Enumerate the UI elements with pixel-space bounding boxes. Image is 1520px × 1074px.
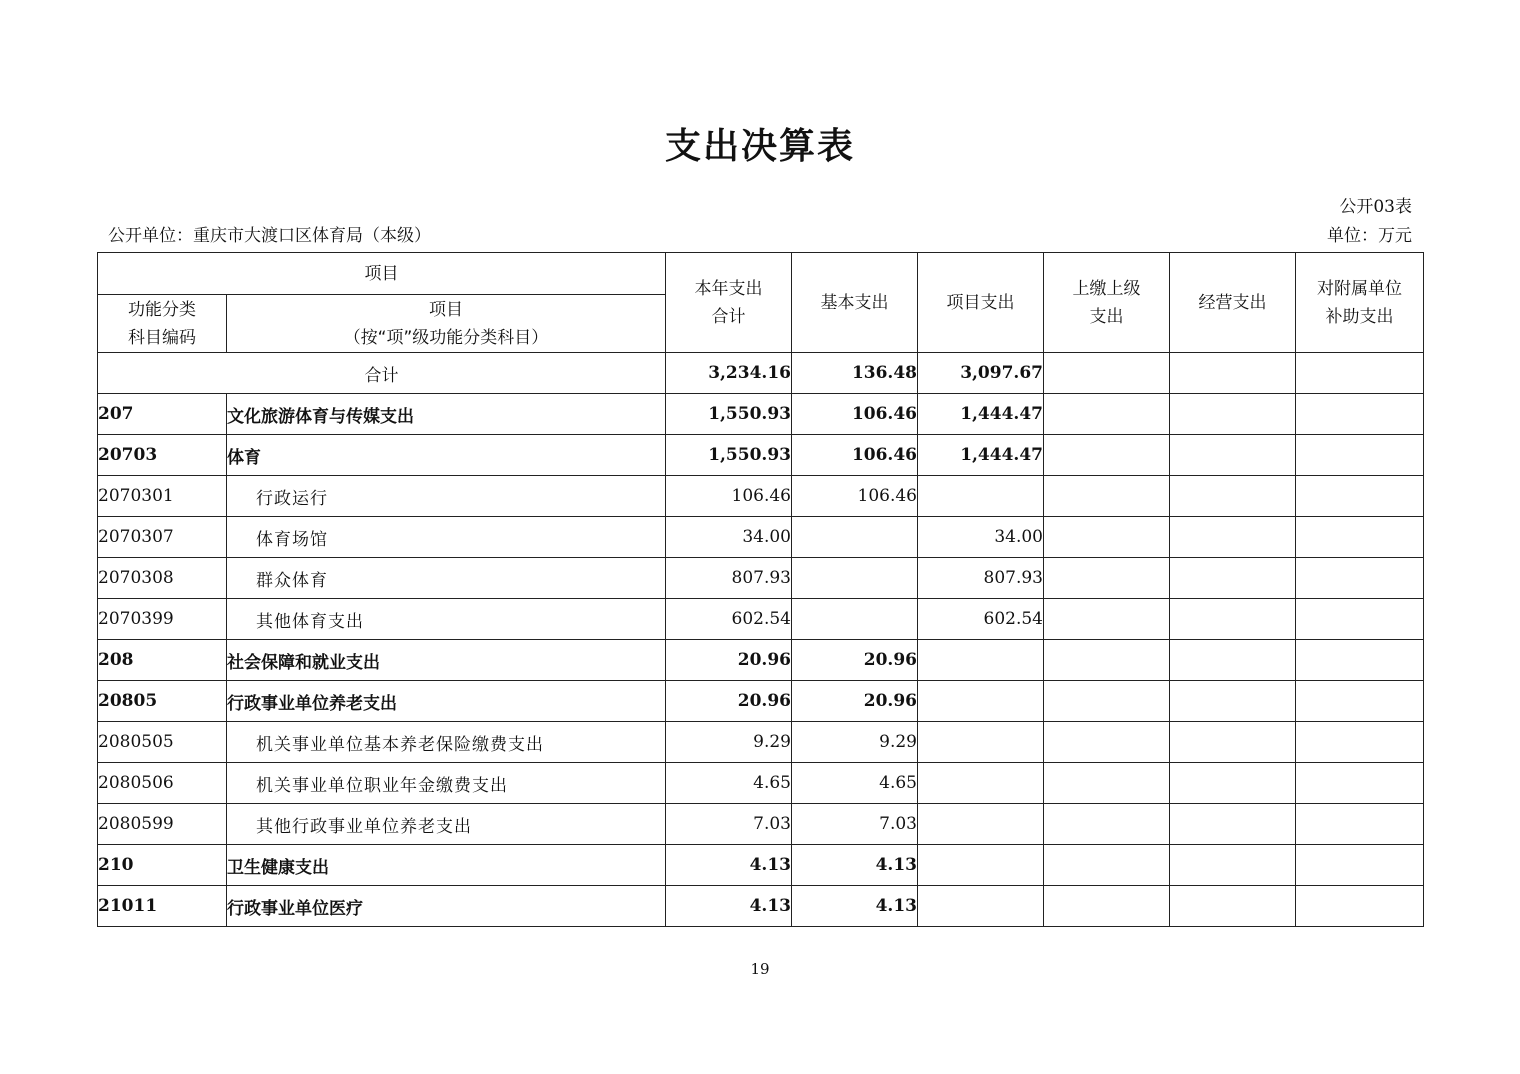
row-name: 机关事业单位基本养老保险缴费支出 [227,722,666,763]
row-subsidy [1296,722,1424,763]
row-code: 2080505 [98,722,227,763]
row-code: 2070307 [98,517,227,558]
header-basic: 基本支出 [792,253,918,353]
row-name: 群众体育 [227,558,666,599]
currency-unit: 单位：万元 [1327,226,1412,246]
row-basic: 9.29 [792,722,918,763]
total-business [1170,353,1296,394]
row-total: 20.96 [666,640,792,681]
row-basic: 7.03 [792,804,918,845]
row-code: 21011 [98,886,227,927]
row-business [1170,476,1296,517]
row-upper [1044,722,1170,763]
form-number: 公开03表 [1339,197,1412,217]
header-business: 经营支出 [1170,253,1296,353]
header-upper: 上缴上级 支出 [1044,253,1170,353]
row-subsidy [1296,599,1424,640]
row-total: 1,550.93 [666,394,792,435]
header-project-expense: 项目支出 [918,253,1044,353]
table-row [98,845,1424,886]
reporting-unit: 公开单位：重庆市大渡口区体育局（本级） [108,226,431,246]
row-project: 807.93 [918,558,1044,599]
row-project [918,640,1044,681]
row-upper [1044,394,1170,435]
row-upper [1044,763,1170,804]
header-subsidy: 对附属单位 补助支出 [1296,253,1424,353]
row-code: 207 [98,394,227,435]
row-name: 卫生健康支出 [227,845,666,886]
row-code: 20805 [98,681,227,722]
row-project [918,763,1044,804]
row-basic: 4.13 [792,845,918,886]
row-business [1170,845,1296,886]
row-business [1170,886,1296,927]
row-name: 行政运行 [227,476,666,517]
row-business [1170,640,1296,681]
row-code: 20703 [98,435,227,476]
row-basic: 106.46 [792,435,918,476]
row-total: 106.46 [666,476,792,517]
row-project [918,681,1044,722]
total-label: 合计 [98,353,666,394]
row-upper [1044,845,1170,886]
row-total: 20.96 [666,681,792,722]
row-subsidy [1296,476,1424,517]
row-total: 1,550.93 [666,435,792,476]
row-business [1170,394,1296,435]
row-total: 34.00 [666,517,792,558]
row-upper [1044,804,1170,845]
row-subsidy [1296,640,1424,681]
table-row [98,681,1424,722]
row-subsidy [1296,845,1424,886]
table-row [98,886,1424,927]
row-code: 2080506 [98,763,227,804]
row-subsidy [1296,394,1424,435]
row-code: 2070301 [98,476,227,517]
row-name: 行政事业单位养老支出 [227,681,666,722]
row-project [918,845,1044,886]
row-business [1170,517,1296,558]
row-basic [792,517,918,558]
row-basic: 4.65 [792,763,918,804]
row-name: 体育 [227,435,666,476]
table-row [98,558,1424,599]
row-project [918,722,1044,763]
total-basic: 136.48 [792,353,918,394]
row-upper [1044,558,1170,599]
total-subsidy [1296,353,1424,394]
row-subsidy [1296,763,1424,804]
header-name: 项目 （按“项”级功能分类科目） [227,295,666,353]
row-subsidy [1296,681,1424,722]
total-upper [1044,353,1170,394]
row-business [1170,722,1296,763]
row-total: 4.65 [666,763,792,804]
row-upper [1044,517,1170,558]
header-code: 功能分类 科目编码 [98,295,227,353]
row-basic [792,558,918,599]
row-upper [1044,640,1170,681]
row-code: 2070399 [98,599,227,640]
table-row [98,517,1424,558]
row-basic: 4.13 [792,886,918,927]
row-basic: 20.96 [792,681,918,722]
table-row [98,476,1424,517]
row-total: 807.93 [666,558,792,599]
row-basic: 106.46 [792,394,918,435]
total-row [98,353,1424,394]
total-amount: 3,234.16 [666,353,792,394]
table-row [98,599,1424,640]
row-basic: 106.46 [792,476,918,517]
row-name: 社会保障和就业支出 [227,640,666,681]
table-row [98,722,1424,763]
row-code: 208 [98,640,227,681]
row-project [918,886,1044,927]
table-row [98,640,1424,681]
row-subsidy [1296,517,1424,558]
row-total: 7.03 [666,804,792,845]
row-project: 34.00 [918,517,1044,558]
row-project [918,804,1044,845]
table-row [98,804,1424,845]
row-business [1170,435,1296,476]
row-business [1170,558,1296,599]
row-subsidy [1296,558,1424,599]
row-subsidy [1296,804,1424,845]
row-business [1170,599,1296,640]
row-code: 210 [98,845,227,886]
row-upper [1044,435,1170,476]
table-row [98,763,1424,804]
total-project: 3,097.67 [918,353,1044,394]
row-name: 机关事业单位职业年金缴费支出 [227,763,666,804]
table-row [98,394,1424,435]
header-project: 项目 [98,253,666,295]
row-name: 体育场馆 [227,517,666,558]
row-code: 2070308 [98,558,227,599]
row-subsidy [1296,886,1424,927]
row-project: 1,444.47 [918,435,1044,476]
row-name: 行政事业单位医疗 [227,886,666,927]
row-code: 2080599 [98,804,227,845]
row-total: 4.13 [666,845,792,886]
row-total: 602.54 [666,599,792,640]
row-name: 文化旅游体育与传媒支出 [227,394,666,435]
row-subsidy [1296,435,1424,476]
row-upper [1044,476,1170,517]
row-upper [1044,599,1170,640]
page-number: 19 [750,960,770,978]
row-business [1170,763,1296,804]
row-basic [792,599,918,640]
expenditure-table [97,252,1424,927]
row-business [1170,681,1296,722]
row-total: 4.13 [666,886,792,927]
document-title: 支出决算表 [664,126,855,167]
row-project: 1,444.47 [918,394,1044,435]
row-upper [1044,886,1170,927]
row-project [918,476,1044,517]
row-business [1170,804,1296,845]
row-project: 602.54 [918,599,1044,640]
row-upper [1044,681,1170,722]
row-total: 9.29 [666,722,792,763]
header-total: 本年支出 合计 [666,253,792,353]
table-row [98,435,1424,476]
row-name: 其他体育支出 [227,599,666,640]
row-basic: 20.96 [792,640,918,681]
row-name: 其他行政事业单位养老支出 [227,804,666,845]
